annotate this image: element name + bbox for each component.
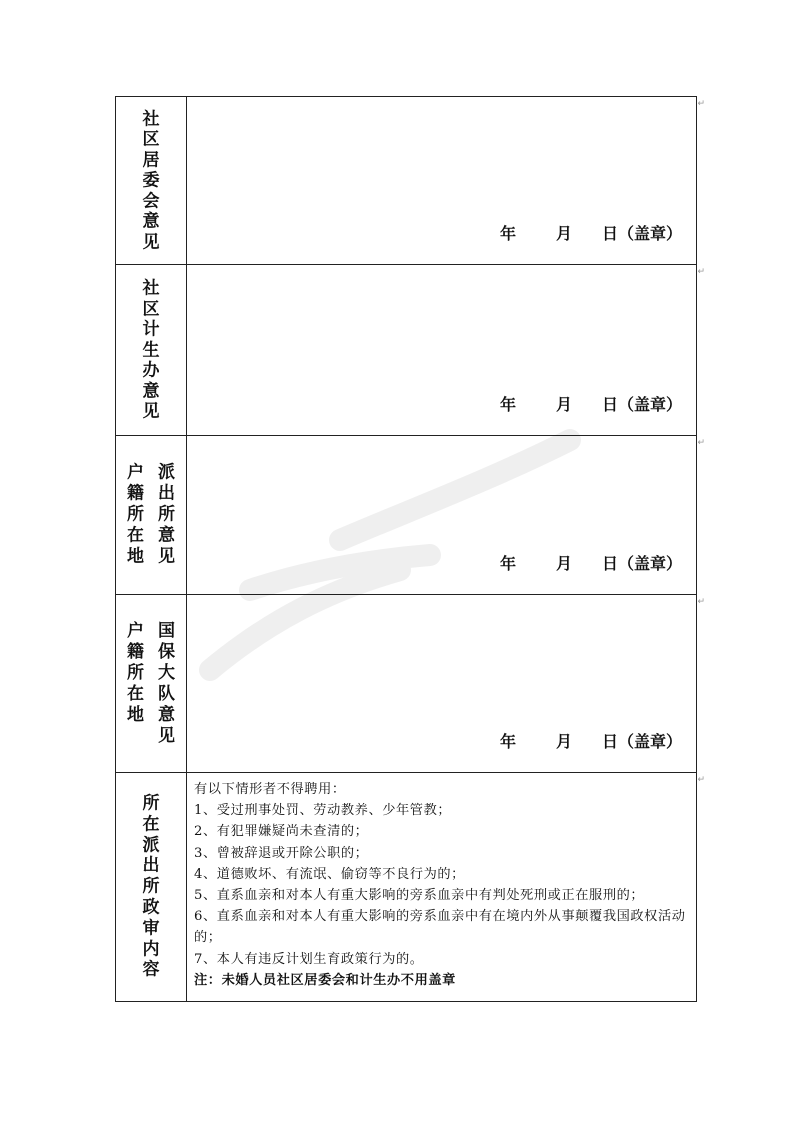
label-char: 户 — [127, 620, 144, 641]
label-char: 社 — [142, 108, 160, 129]
label-char: 地 — [127, 546, 144, 567]
list-item: 7、本人有违反计划生育政策行为的。 — [194, 951, 424, 967]
opinion-field-family-planning-office[interactable] — [187, 265, 705, 436]
review-note: 注：未婚人员社区居委会和计生办不用盖章 — [194, 972, 456, 988]
label-char: 社 — [142, 278, 160, 299]
month-label: 月 — [555, 554, 572, 573]
label-char: 所 — [127, 662, 144, 683]
year-label: 年 — [499, 554, 516, 573]
label-char: 户 — [127, 462, 144, 483]
day-stamp-label: 日（盖章） — [601, 732, 682, 751]
list-item: 6、直系血亲和对本人有重大影响的旁系血亲中有在境内外从事颠覆我国政权活动的； — [194, 909, 686, 946]
disqualification-list — [187, 773, 696, 993]
label-char: 在 — [127, 525, 144, 546]
list-item: 2、有犯罪嫌疑尚未查清的； — [194, 824, 369, 840]
label-char: 队 — [158, 683, 175, 704]
list-item: 1、受过刑事处罚、劳动教养、少年管教； — [194, 803, 452, 819]
label-char: 地 — [127, 704, 144, 725]
row-family-planning-office — [116, 265, 697, 436]
paragraph-mark: ↵ — [697, 775, 705, 785]
label-right-column — [158, 621, 175, 747]
label-char: 派 — [158, 462, 175, 483]
label-char: 居 — [142, 149, 160, 170]
date-stamp-line — [500, 392, 682, 415]
label-char: 办 — [142, 360, 160, 381]
date-stamp-line — [500, 221, 682, 244]
year-label: 年 — [499, 732, 516, 751]
label-char: 内 — [142, 938, 160, 959]
label-char: 会 — [142, 190, 160, 211]
label-char: 保 — [158, 641, 175, 662]
label-national-security-brigade — [116, 595, 187, 773]
paragraph-mark: ↵ — [697, 597, 705, 607]
label-char: 在 — [142, 814, 160, 835]
day-stamp-label: 日（盖章） — [601, 554, 682, 573]
label-char: 籍 — [127, 483, 144, 504]
paragraph-mark: ↵ — [697, 438, 705, 448]
month-label: 月 — [555, 732, 572, 751]
label-char: 出 — [142, 855, 160, 876]
label-char: 所 — [142, 876, 160, 897]
label-char: 见 — [142, 401, 160, 422]
label-char: 所 — [142, 793, 160, 814]
label-char: 审 — [142, 918, 160, 939]
row-political-review — [116, 773, 697, 1002]
paragraph-mark: ↵ — [697, 99, 705, 109]
opinion-field-community-committee[interactable] — [187, 97, 705, 265]
label-char: 大 — [158, 662, 175, 683]
label-char: 籍 — [127, 641, 144, 662]
day-stamp-label: 日（盖章） — [601, 395, 682, 414]
label-char: 见 — [158, 725, 175, 746]
label-char: 计 — [142, 319, 160, 340]
list-intro: 有以下情形者不得聘用： — [194, 782, 346, 797]
paragraph-mark: ↵ — [697, 267, 705, 277]
review-criteria-cell — [187, 773, 705, 1002]
label-char: 意 — [158, 525, 175, 546]
row-national-security-brigade — [116, 595, 697, 773]
date-stamp-line — [500, 729, 682, 752]
label-char: 意 — [142, 211, 160, 232]
label-char: 见 — [158, 546, 175, 567]
row-community-committee — [116, 97, 697, 265]
label-family-planning-office — [116, 265, 187, 436]
label-police-station — [116, 436, 187, 595]
opinion-field-national-security-brigade[interactable] — [187, 595, 705, 773]
label-left-column — [127, 463, 144, 568]
label-char: 所 — [127, 504, 144, 525]
label-right-column — [158, 463, 175, 568]
day-stamp-label: 日（盖章） — [601, 224, 682, 243]
list-item: 4、道德败坏、有流氓、偷窃等不良行为的； — [194, 866, 465, 882]
label-char: 见 — [142, 231, 160, 252]
label-char: 意 — [158, 704, 175, 725]
label-char: 所 — [158, 504, 175, 525]
list-item: 3、曾被辞退或开除公职的； — [194, 845, 369, 861]
date-stamp-line — [500, 551, 682, 574]
label-char: 政 — [142, 897, 160, 918]
list-item: 5、直系血亲和对本人有重大影响的旁系血亲中有判处死刑或正在服刑的； — [194, 888, 645, 904]
label-char: 区 — [142, 129, 160, 150]
label-political-review — [116, 773, 187, 1002]
label-char: 容 — [142, 959, 160, 980]
label-char: 出 — [158, 483, 175, 504]
label-char: 派 — [142, 835, 160, 856]
label-left-column — [127, 621, 144, 726]
label-community-committee — [116, 97, 187, 265]
year-label: 年 — [499, 395, 516, 414]
label-char: 生 — [142, 339, 160, 360]
row-police-station — [116, 436, 697, 595]
month-label: 月 — [555, 395, 572, 414]
opinion-field-police-station[interactable] — [187, 436, 705, 595]
label-char: 在 — [127, 683, 144, 704]
label-char: 意 — [142, 380, 160, 401]
month-label: 月 — [555, 224, 572, 243]
label-char: 国 — [158, 620, 175, 641]
label-char: 委 — [142, 170, 160, 191]
label-char: 区 — [142, 298, 160, 319]
approval-form-table — [115, 96, 705, 1002]
year-label: 年 — [499, 224, 516, 243]
